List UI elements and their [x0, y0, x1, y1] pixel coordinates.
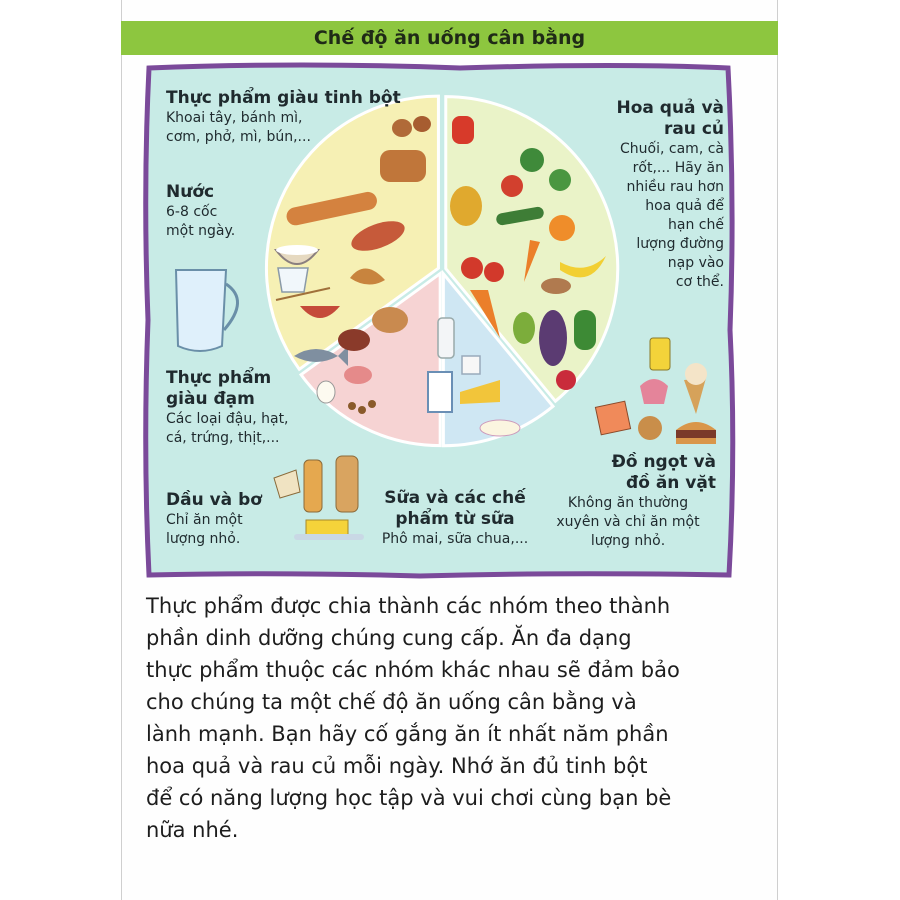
paragraph-line: lành mạnh. Bạn hãy cố gắng ăn ít nhất năm phần	[146, 722, 669, 746]
fruitveg-group	[596, 98, 724, 292]
paragraph-line: hoa quả và rau củ mỗi ngày. Nhớ ăn đủ tinh bột	[146, 754, 648, 778]
sweets-title-2: đồ ăn vặt	[626, 473, 716, 493]
eggplant-icon	[539, 310, 567, 366]
yogurt-icon	[462, 356, 480, 374]
starch-title: Thực phẩm giàu tinh bột	[166, 88, 401, 108]
fruitveg-title-1: Hoa quả và	[616, 98, 724, 118]
water-desc-2: một ngày.	[166, 223, 236, 239]
fruitveg-desc-line: lượng đường	[636, 236, 724, 252]
fruitveg-desc-line: Chuối, cam, cà	[620, 141, 724, 157]
fruitveg-desc-line: rốt,... Hãy ăn	[632, 160, 724, 176]
paragraph-line: thực phẩm thuộc các nhóm khác nhau sẽ đảm bảo	[146, 658, 680, 682]
chips-bag-icon	[595, 401, 630, 435]
fruitveg-desc-line: hạn chế	[668, 217, 724, 233]
body-paragraph	[146, 590, 758, 846]
radish-icon	[556, 370, 576, 390]
oil-desc-1: Chỉ ăn một	[166, 512, 243, 528]
sweets-desc-1: Không ăn thường	[567, 495, 689, 511]
orange-icon	[549, 215, 575, 241]
green-pepper-icon	[574, 310, 596, 350]
protein-desc-2: cá, trứng, thịt,...	[166, 430, 280, 446]
starch-desc-1: Khoai tây, bánh mì,	[166, 110, 303, 126]
starch-desc-2: cơm, phở, mì, bún,...	[166, 129, 311, 145]
dairy-desc: Phô mai, sữa chua,...	[381, 531, 529, 547]
protein-title-2: giàu đạm	[166, 389, 255, 409]
juice-can-icon	[650, 338, 670, 370]
milk-carton-icon	[428, 372, 452, 412]
pear-icon	[513, 312, 535, 344]
oil-desc-2: lượng nhỏ.	[166, 531, 241, 547]
steak-icon	[338, 329, 370, 351]
fruitveg-desc-line: cơ thể.	[675, 274, 724, 290]
paragraph-line: để có năng lượng học tập và vui chơi cùng bạn bè	[146, 786, 672, 810]
cup-icon	[278, 268, 308, 292]
pineapple-icon	[450, 186, 482, 226]
water-desc-1: 6-8 cốc	[166, 204, 218, 220]
fruitveg-desc-line: nhiều rau hơn	[626, 179, 724, 195]
milk-bottle-icon	[438, 318, 454, 358]
chicken-icon	[372, 307, 408, 333]
dairy-title-2: phẩm từ sữa	[395, 509, 515, 529]
oil-group	[166, 490, 262, 549]
paragraph-line: nữa nhé.	[146, 818, 239, 842]
dairy-title-1: Sữa và các chế	[384, 488, 526, 508]
fruitveg-desc-line: hoa quả để	[645, 198, 724, 214]
egg-icon	[317, 381, 335, 403]
paragraph-line: cho chúng ta một chế độ ăn uống cân bằng và	[146, 690, 637, 714]
protein-title-1: Thực phẩm	[166, 368, 272, 388]
cookie-icon	[638, 416, 662, 440]
sweets-group	[540, 452, 716, 551]
apple-icon	[501, 175, 523, 197]
ham-icon	[344, 366, 372, 384]
fruitveg-desc	[596, 140, 724, 292]
sweets-desc-2: xuyên và chỉ ăn một	[556, 514, 700, 530]
cupcake-icon	[640, 379, 668, 404]
sweets-desc-3: lượng nhỏ.	[590, 533, 666, 549]
protein-desc-1: Các loại đậu, hạt,	[166, 411, 289, 427]
page-title: Chế độ ăn uống cân bằng	[313, 27, 586, 49]
mushroom-icon	[541, 278, 571, 294]
oil-title: Dầu và bơ	[166, 490, 262, 510]
fruitveg-desc-line: nạp vào	[667, 255, 724, 271]
water-title: Nước	[166, 182, 215, 202]
fruitveg-title-2: rau củ	[663, 119, 724, 139]
paragraph-line: Thực phẩm được chia thành các nhóm theo thành	[146, 594, 671, 618]
paragraph-line: phần dinh dưỡng chúng cung cấp. Ăn đa dạng	[146, 626, 632, 650]
starch-group	[166, 88, 401, 147]
dairy-group	[372, 488, 538, 549]
pepper-icon	[452, 116, 474, 144]
protein-group	[166, 368, 289, 448]
sweets-title-1: Đồ ngọt và	[611, 452, 716, 472]
water-group	[166, 182, 235, 241]
